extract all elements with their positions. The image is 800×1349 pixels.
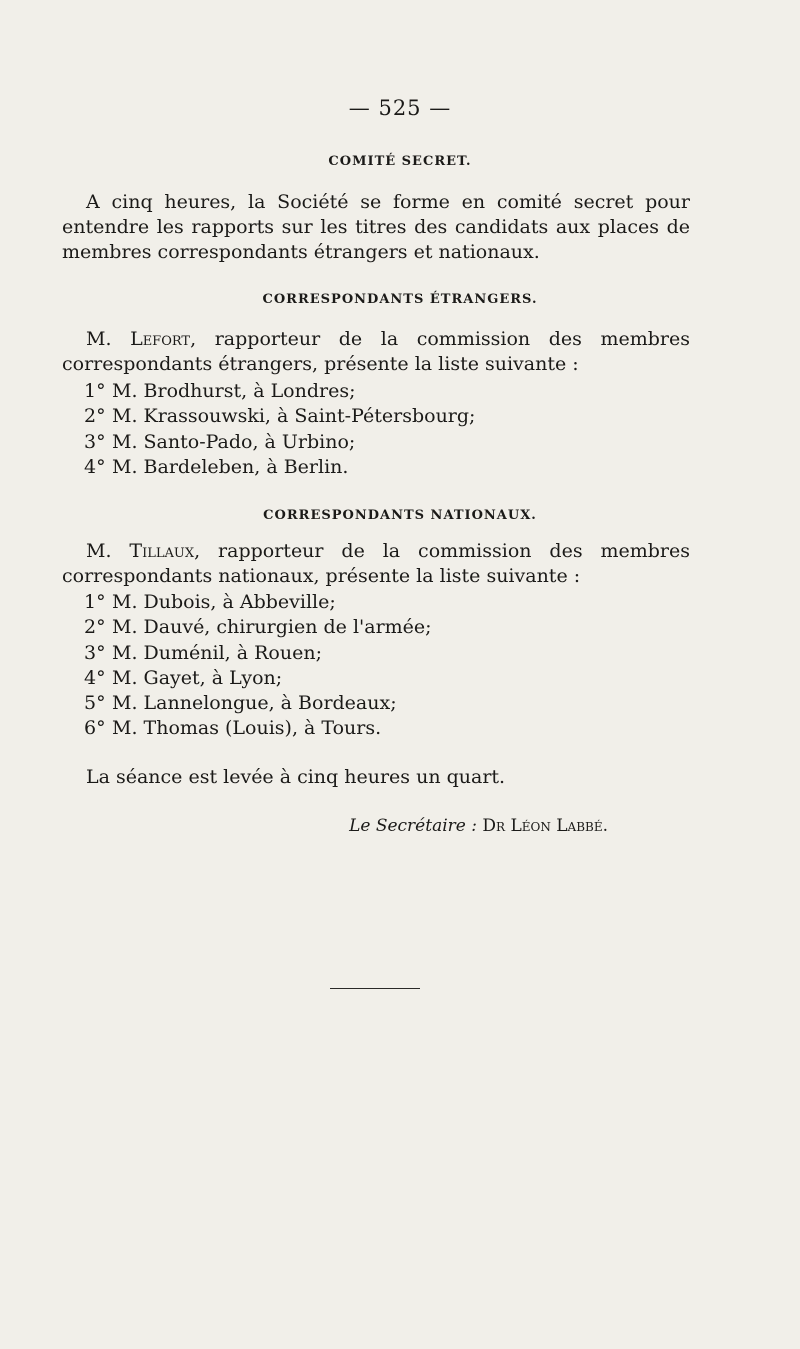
- signature-name: Dr Léon Labbé.: [482, 816, 608, 836]
- list-item: 4° M. Bardeleben, à Berlin.: [84, 455, 349, 478]
- national-heading: CORRESPONDANTS NATIONAUX.: [263, 508, 537, 523]
- national-candidates-list: [84, 590, 432, 742]
- signature: [349, 816, 608, 836]
- national-paragraph: [62, 539, 690, 589]
- intro-text: A cinq heures, la Société se forme en comité secret pour entendre les rapports sur les titres des candidats aux places de membres correspondants étrangers et nationaux.: [62, 191, 690, 263]
- list-item: 2° M. Dauvé, chirurgien de l'armée;: [84, 616, 432, 639]
- closing-line: La séance est levée à cinq heures un quart.: [86, 766, 506, 788]
- list-item: 3° M. Santo-Pado, à Urbino;: [84, 430, 356, 453]
- foreign-candidates-list: [84, 379, 475, 480]
- national-text: rapporteur de la commission des membres correspondants nationaux, présente la liste suivante :: [62, 540, 690, 587]
- foreign-text: rapporteur de la commission des membres correspondants étrangers, présente la liste suivante :: [62, 328, 690, 375]
- list-item: 6° M. Thomas (Louis), à Tours.: [84, 717, 382, 740]
- list-item: 2° M. Krassouwski, à Saint-Pétersbourg;: [84, 405, 476, 428]
- signature-role: Le Secrétaire :: [349, 816, 477, 836]
- list-item: 3° M. Duménil, à Rouen;: [84, 641, 322, 664]
- list-item: 5° M. Lannelongue, à Bordeaux;: [84, 692, 397, 715]
- list-item: 1° M. Dubois, à Abbeville;: [84, 591, 336, 613]
- list-item: 4° M. Gayet, à Lyon;: [84, 666, 283, 689]
- national-rapporteur: M. Tillaux,: [86, 540, 201, 562]
- foreign-heading: CORRESPONDANTS ÉTRANGERS.: [262, 292, 538, 307]
- list-item: 1° M. Brodhurst, à Londres;: [84, 380, 356, 402]
- page-number: — 525 —: [348, 96, 452, 120]
- end-rule: [330, 988, 420, 989]
- foreign-rapporteur: M. Lefort,: [86, 328, 197, 350]
- section-title: COMITÉ SECRET.: [328, 154, 472, 169]
- intro-paragraph: [62, 190, 690, 265]
- foreign-paragraph: [62, 327, 690, 377]
